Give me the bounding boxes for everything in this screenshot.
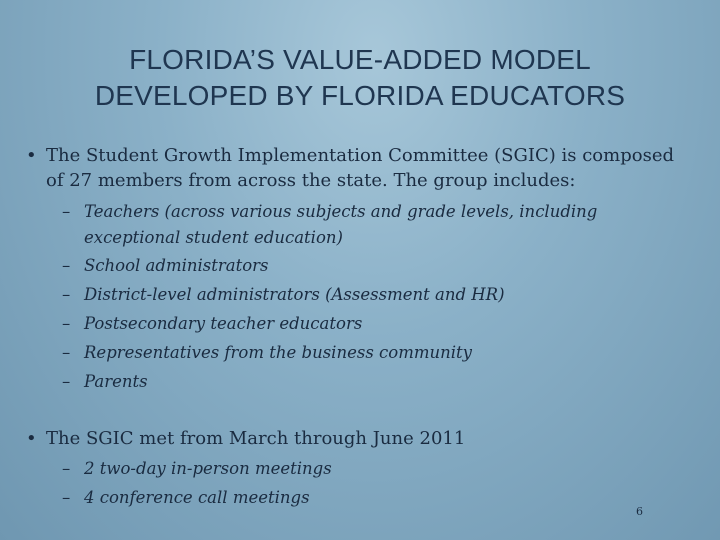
list-item-text: School administrators [84,256,269,275]
bullet-text: The SGIC met from March through June 2011 [46,428,466,449]
page-number: 6 [636,505,643,518]
slide-title-line-2: DEVELOPED BY FLORIDA EDUCATORS [94,80,626,111]
bullet-sgic-composition [26,143,696,193]
slide-title [40,42,680,114]
list-item [62,251,682,280]
dash-marker: – [62,459,71,478]
list-item [62,454,682,483]
dash-marker: – [62,372,71,391]
list-item-text: Postsecondary teacher educators [84,314,363,333]
list-item-text: District-level administrators (Assessment and HR) [84,285,505,304]
dash-marker: – [62,202,71,221]
list-item-text: 2 two-day in-person meetings [84,459,332,478]
list-item [62,367,682,396]
dash-marker: – [62,285,71,304]
sgic-meetings-list [62,454,682,512]
dash-marker: – [62,488,71,507]
slide-title-line-1: FLORIDA’S VALUE-ADDED MODEL [129,44,591,75]
list-item [62,309,682,338]
bullet-marker: • [26,145,37,166]
bullet-sgic-meetings [26,426,696,451]
bullet-marker: • [26,428,37,449]
dash-marker: – [62,256,71,275]
list-item [62,199,682,251]
list-item-text: Parents [84,372,148,391]
list-item-text: Representatives from the business community [84,343,472,362]
sgic-members-list [62,199,682,396]
list-item-text: Teachers (across various subjects and grade levels, including exceptional student education) [84,202,598,247]
bullet-text: The Student Growth Implementation Committee (SGIC) is composed of 27 members from across the state. The group includes: [46,145,674,191]
list-item [62,338,682,367]
list-item [62,280,682,309]
list-item [62,483,682,512]
dash-marker: – [62,314,71,333]
list-item-text: 4 conference call meetings [84,488,310,507]
dash-marker: – [62,343,71,362]
